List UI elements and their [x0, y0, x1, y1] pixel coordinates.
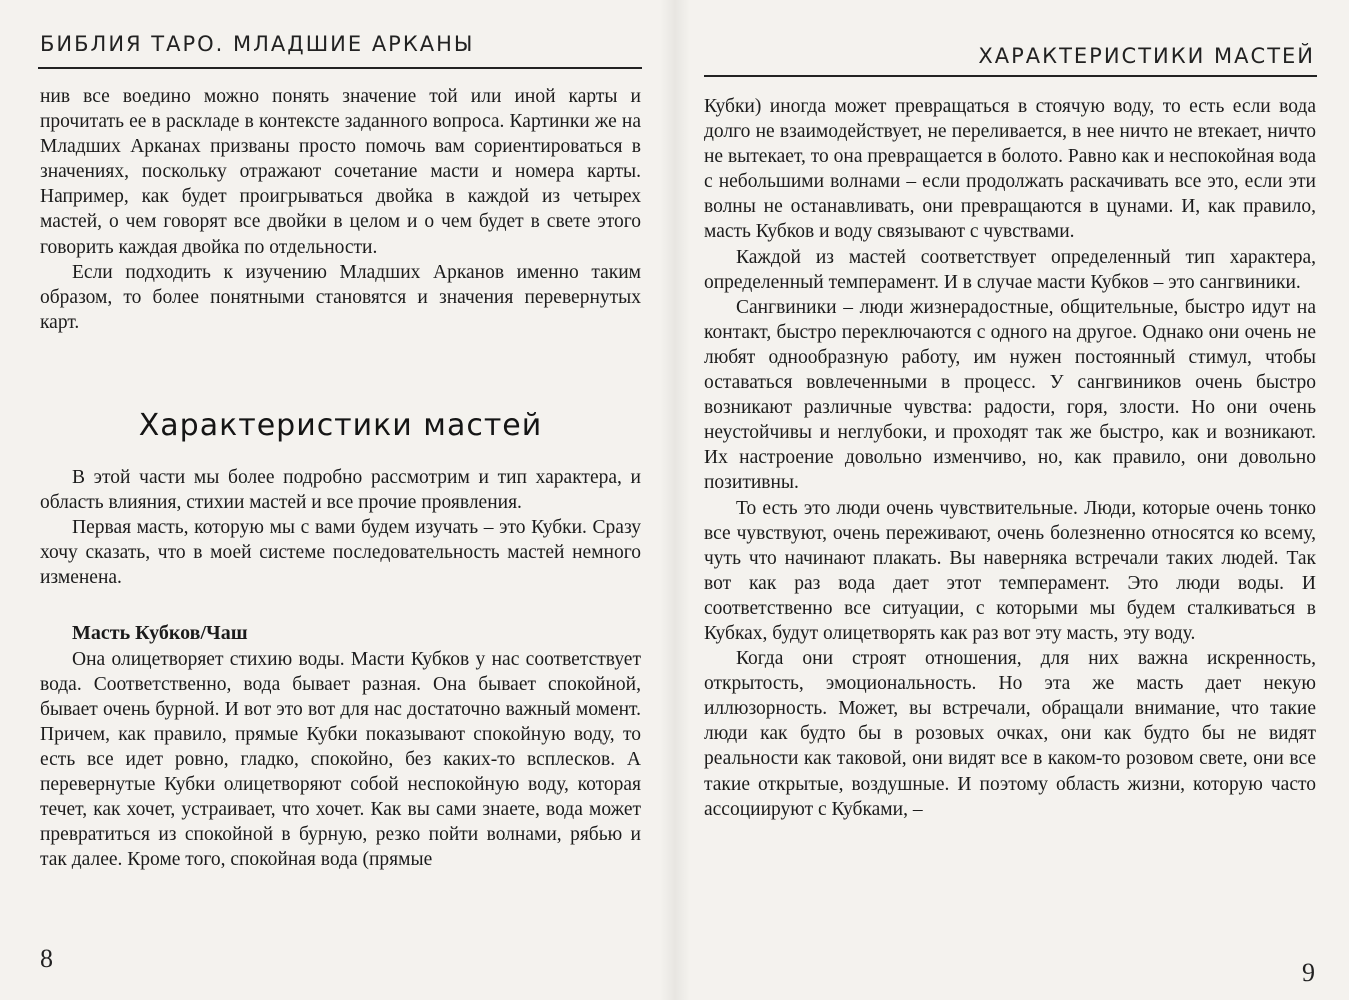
- paragraph: нив все воедино можно понять значение той или иной карты и прочитать ее в раскладе в контексте заданного вопроса. Картинки же на Младших Арканах призваны просто помочь вам сориентироваться в значениях, поскольку отражают сочетание масти и номера карты. Например, как будет проигрываться двойка в каждой из четырех мастей, о чем говорят все двойки в целом и о чем будет в свете этого говорить каждая двойка по отдельности.: [40, 86, 641, 258]
- paragraph: Она олицетворяет стихию воды. Масти Кубков у нас соответствует вода. Соответственно, вода бывает разная. Она бывает спокойной, бывает очень бурной. И вот это вот для нас достаточно важный момент. Причем, как правило, прямые Кубки показывают спокойную воду, то есть все идет ровно, гладко, спокойно, без каких-то всплесков. А перевернутые Кубки олицетворяют собой неспокойную воду, которая течет, как хочет, устраивает, что хочет. Как вы сами знаете, вода может превратиться из спокойной в бурную, резко пойти волнами, рябью и так далее. Кроме того, спокойная вода (прямые: [40, 648, 641, 871]
- right-page-number: 9: [1302, 958, 1315, 987]
- left-page: [0, 0, 674, 1000]
- right-running-head: ХАРАКТЕРИСТИКИ МАСТЕЙ: [978, 44, 1315, 68]
- right-page: [674, 0, 1349, 1000]
- left-top-text: [40, 84, 641, 335]
- left-page-number: 8: [40, 944, 53, 973]
- subsection-heading: Масть Кубков/Чаш: [72, 622, 248, 645]
- right-header-rule: [704, 75, 1317, 77]
- paragraph: Кубки) иногда может превращаться в стоячую воду, то есть если вода долго не взаимодействует, не переливается, в нее ничто не втекает, ничто не вытекает, то она превращается в болото. Равно как и неспокойная вода с небольшими волнами – если продолжать раскачивать все это, если эти волны не останавливать, они превращаются в цунами. И, как правило, масть Кубков и воду связывают с чувствами.: [704, 96, 1316, 243]
- left-section-text: [40, 465, 641, 872]
- paragraph: В этой части мы более подробно рассмотрим и тип характера, и область влияния, стихии мастей и все прочие проявления.: [40, 467, 641, 514]
- left-running-head: БИБЛИЯ ТАРО. МЛАДШИЕ АРКАНЫ: [40, 32, 475, 56]
- section-heading: Характеристики мастей: [138, 408, 543, 443]
- paragraph: Если подходить к изучению Младших Арканов именно таким образом, то более понятными становятся и значения перевернутых карт.: [40, 261, 641, 333]
- left-header-rule: [38, 67, 642, 69]
- paragraph: То есть это люди очень чувствительные. Люди, которые очень тонко все чувствуют, очень переживают, очень болезненно относятся ко всему, чуть что начинают плакать. Вы наверняка встречали таких людей. Так вот как раз вода дает этот темперамент. Это люди воды. И соответственно все ситуации, с которыми мы будем сталкиваться в Кубках, будут олицетворять как раз вот эту масть, эту воду.: [704, 497, 1316, 644]
- paragraph: Каждой из мастей соответствует определенный тип характера, определенный темперамент. И в случае масти Кубков – это сангвиники.: [704, 246, 1316, 293]
- paragraph: Первая масть, которую мы с вами будем изучать – это Кубки. Сразу хочу сказать, что в моей системе последовательность мастей немного изменена.: [40, 517, 641, 589]
- paragraph: Когда они строят отношения, для них важна искренность, открытость, эмоциональность. Но эта же масть дает некую иллюзорность. Может, вы встречали, обращали внимание, что такие люди как будто бы в розовых очках, они как будто бы не видят реальности как таковой, они видят все в каком-то розовом свете, они все такие открытые, воздушные. И поэтому область жизни, которую часто ассоциируют с Кубками, –: [704, 648, 1316, 820]
- paragraph: Сангвиники – люди жизнерадостные, общительные, быстро идут на контакт, быстро переключаются с одного на другое. Однако они очень не любят однообразную работу, им нужен постоянный стимул, чтобы оставаться вовлеченными в процесс. У сангвиников очень быстро возникают различные чувства: радости, горя, злости. Но они очень неустойчивы и неглубоки, и проходят так же быстро, как и возникают. Их настроение довольно изменчиво, но, как правило, они довольно позитивны.: [704, 296, 1316, 494]
- right-text: [704, 94, 1316, 822]
